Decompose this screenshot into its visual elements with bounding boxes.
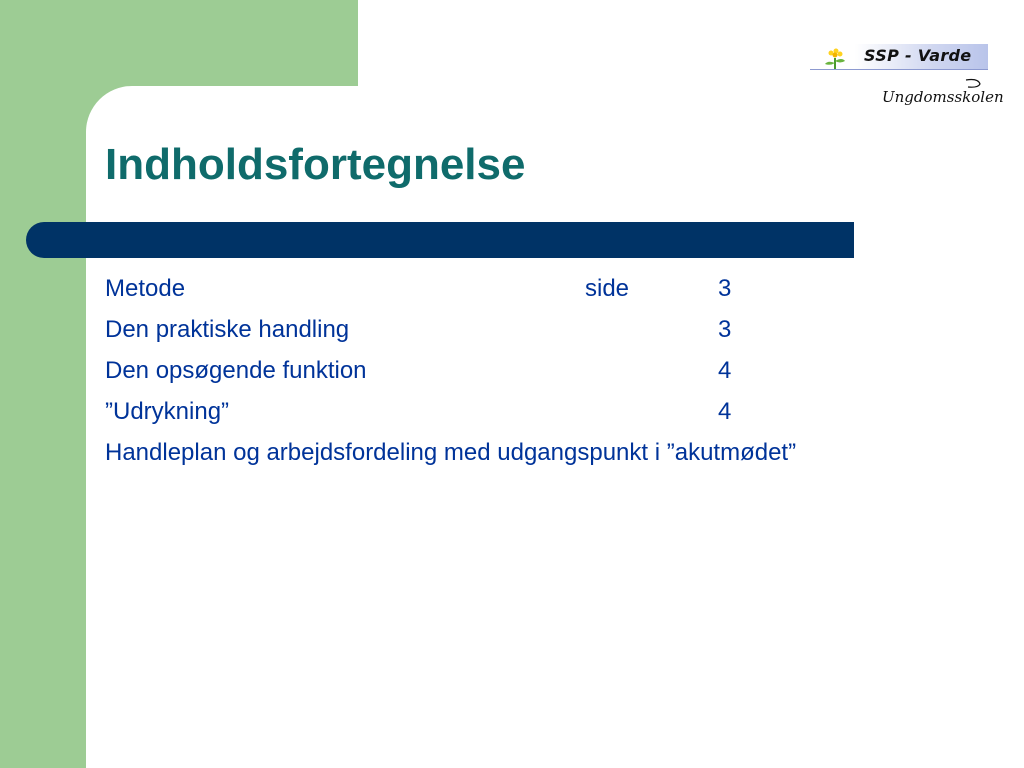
toc-row-handleplan (105, 432, 1005, 473)
toc-item-label: Den praktiske handling (105, 316, 350, 343)
toc-page-number: 3 (718, 316, 732, 343)
flower-icon (822, 46, 848, 70)
toc-item-label: Handleplan og arbejdsfordeling med udgangspunkt i ”akutmødet” (105, 439, 797, 466)
toc-row-opsoegende-funktion (105, 350, 1005, 391)
toc-side-label: side (585, 275, 630, 302)
toc-row-udrykning (105, 391, 1005, 432)
toc-page-number: 4 (718, 398, 732, 425)
toc-item-label: ”Udrykning” (105, 398, 230, 425)
logo-text: SSP - Varde (864, 46, 972, 65)
toc-row-metode (105, 268, 1005, 309)
table-of-contents (105, 268, 1005, 473)
ungdomsskolen-signature (882, 78, 1004, 112)
toc-row-praktiske-handling (105, 309, 1005, 350)
slide-title: Indholdsfortegnelse (105, 140, 526, 189)
toc-page-number: 3 (718, 275, 732, 302)
svg-text:Ungdomsskolen: Ungdomsskolen (882, 88, 1004, 106)
toc-page-number: 4 (718, 357, 732, 384)
toc-item-label: Metode (105, 275, 186, 302)
toc-item-label: Den opsøgende funktion (105, 357, 367, 384)
title-underline-bar (26, 222, 854, 258)
ssp-varde-logo (810, 44, 1004, 114)
